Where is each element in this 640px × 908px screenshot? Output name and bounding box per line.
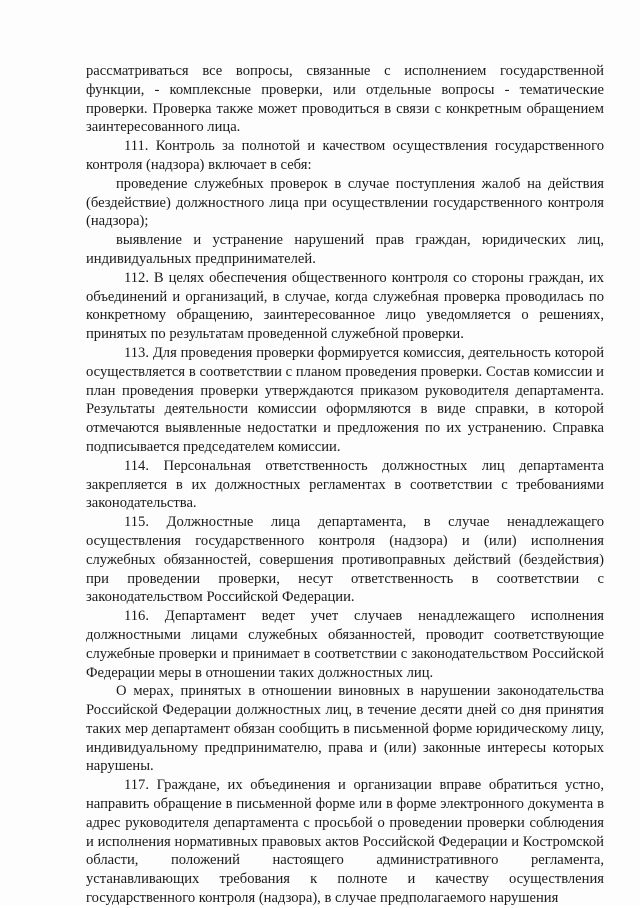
paragraph-116: 116. Департамент ведет учет случаев ненадлежащего исполнения должностными лицами служебных обязанностей, проводит соответствующие служебные проверки и принимает в соответствии с законодательством Российской Федерации меры в отношении таких должностных лиц. <box>86 608 604 681</box>
paragraph-113: 113. Для проведения проверки формируется комиссия, деятельность которой осуществляется в соответствии с планом проведения проверки. Состав комиссии и план проведения проверки утверждаются приказом руководителя департамента. Результаты деятельности комиссии оформляются в виде справки, в которой отмечаются выявленные недостатки и предложения по их устранению. Справка подписывается председателем комиссии. <box>86 344 604 455</box>
paragraph-continuation: рассматриваться все вопросы, связанные с исполнением государственной функции, - комплексные проверки, или отдельные вопросы - тематические проверки. Проверка также может проводиться в связи с конкретным обращением заинтересованного лица. <box>86 63 604 136</box>
paragraph-111-item-2: выявление и устранение нарушений прав граждан, юридических лиц, индивидуальных предпринимателей. <box>86 232 604 267</box>
paragraph-112: 112. В целях обеспечения общественного контроля со стороны граждан, их объединений и организаций, в случае, когда служебная проверка проводилась по конкретному обращению, заинтересованное лицо уведомляется о решениях, принятых по результатам проведенной служебной проверки. <box>86 269 604 343</box>
paragraph-116-measures: О мерах, принятых в отношении виновных в нарушении законодательства Российской Федерации должностных лиц, в течение десяти дней со дня принятия таких мер департамент обязан сообщить в письменной форме юридическому лицу, индивидуальному предпринимателю, права и (или) законные интересы которых нарушены. <box>86 683 604 775</box>
paragraph-111: 111. Контроль за полнотой и качеством осуществления государственного контроля (надзора) включает в себя: <box>86 138 604 173</box>
paragraph-111-item-1: проведение служебных проверок в случае поступления жалоб на действия (бездействие) должностного лица при осуществлении государственного контроля (надзора); <box>86 175 604 230</box>
paragraph-115: 115. Должностные лица департамента, в случае ненадлежащего осуществления государственного контроля (надзора) и (или) исполнения служебных обязанностей, совершения противоправных действий (бездействия) при проведении проверки, несут ответственность в соответствии с законодательством Российской Федерации. <box>86 514 604 606</box>
document-body <box>86 62 604 908</box>
paragraph-117: 117. Граждане, их объединения и организации вправе обратиться устно, направить обращение в письменной форме или в форме электронного документа в адрес руководителя департамента с просьбой о проведении проверки соблюдения и исполнения нормативных правовых актов Российской Федерации и Костромской области, положений настоящего административного регламента, устанавливающих требования к полноте и качеству осуществления государственного контроля (надзора), в случае предполагаемого нарушения <box>86 777 604 907</box>
paragraph-114: 114. Персональная ответственность должностных лиц департамента закрепляется в их должностных регламентах в соответствии с требованиями законодательства. <box>86 457 604 512</box>
